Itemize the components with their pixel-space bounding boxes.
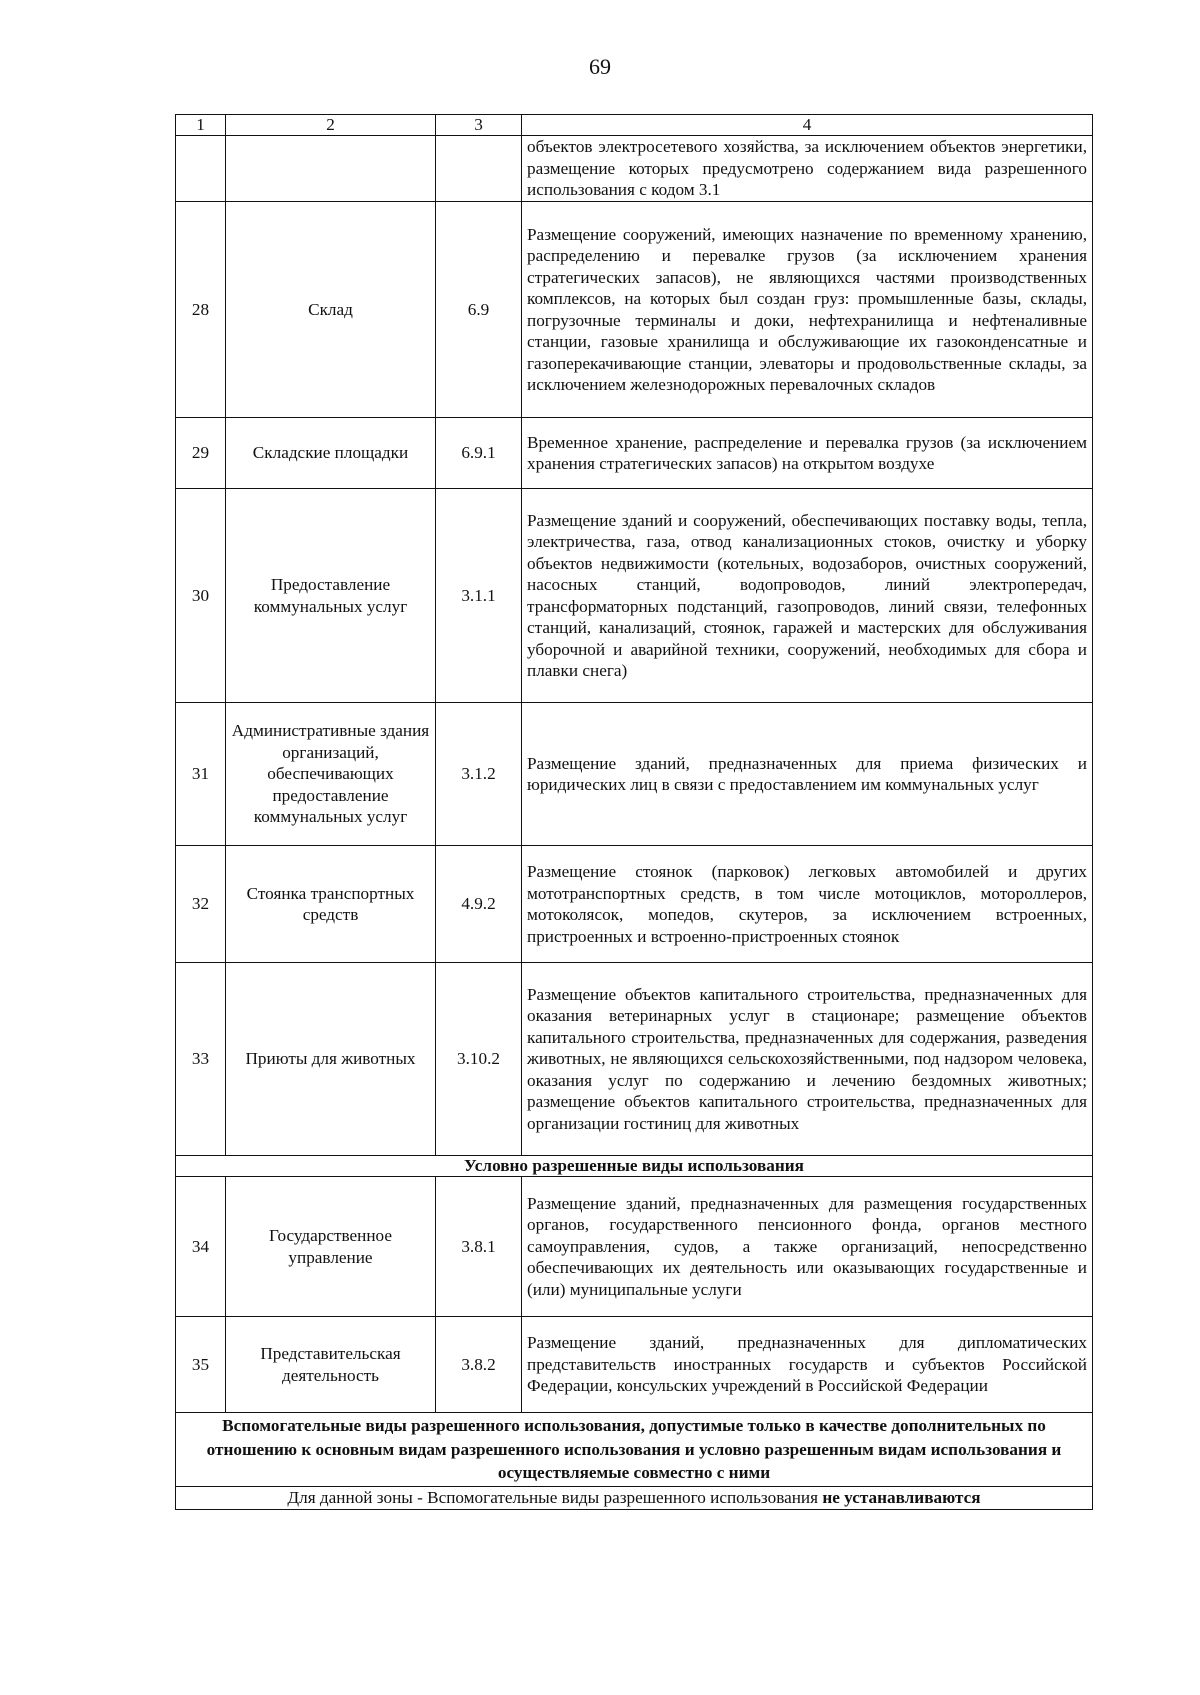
table-row	[176, 1177, 1093, 1317]
auxiliary-section-title: Вспомогательные виды разрешенного использования, допустимые только в качестве дополнительных по отношению к основным видам разрешенного использования и условно разрешенным видам использования и осуществляемые совместно с ними	[176, 1413, 1093, 1487]
header-col-3: 3	[436, 115, 522, 136]
row-use-name: Административные здания организаций, обеспечивающих предоставление коммунальных услуг	[226, 703, 436, 846]
row-number: 34	[176, 1177, 226, 1317]
row-description: Размещение зданий, предназначенных для дипломатических представительств иностранных государств и субъектов Российской Федерации, консульских учреждений в Российской Федерации	[522, 1317, 1093, 1413]
conditional-section-row	[176, 1156, 1093, 1177]
row-description: объектов электросетевого хозяйства, за исключением объектов энергетики, размещение которых предусмотрено содержанием вида разрешенного использования с кодом 3.1	[522, 136, 1093, 202]
table-row	[176, 963, 1093, 1156]
row-number: 28	[176, 202, 226, 418]
header-col-2: 2	[226, 115, 436, 136]
row-use-code: 3.10.2	[436, 963, 522, 1156]
final-note-emphasis: не устанавливаются	[822, 1487, 981, 1507]
row-number: 31	[176, 703, 226, 846]
row-description: Размещение зданий и сооружений, обеспечивающих поставку воды, тепла, электричества, газа, отвод канализационных стоков, очистку и уборку объектов недвижимости (котельных, водозаборов, очистных сооружений, насосных станций, водопроводов, линий электропередач, трансформаторных подстанций, газопроводов, линий связи, телефонных станций, канализаций, стоянок, гаражей и мастерских для обслуживания уборочной и аварийной техники, сооружений, необходимых для сбора и плавки снега)	[522, 489, 1093, 703]
conditional-section-title: Условно разрешенные виды использования	[176, 1156, 1093, 1177]
table-row	[176, 489, 1093, 703]
page-number: 69	[589, 54, 611, 79]
final-note-prefix: Для данной зоны - Вспомогательные виды разрешенного использования	[287, 1487, 823, 1507]
table-row	[176, 1317, 1093, 1413]
row-number: 29	[176, 418, 226, 489]
row-number: 30	[176, 489, 226, 703]
row-description: Временное хранение, распределение и перевалка грузов (за исключением хранения стратегических запасов) на открытом воздухе	[522, 418, 1093, 489]
row-description: Размещение зданий, предназначенных для приема физических и юридических лиц в связи с предоставлением им коммунальных услуг	[522, 703, 1093, 846]
row-use-name: Склад	[226, 202, 436, 418]
row-use-name: Предоставление коммунальных услуг	[226, 489, 436, 703]
row-description: Размещение объектов капитального строительства, предназначенных для оказания ветеринарных услуг в стационаре; размещение объектов капитального строительства, предназначенных для содержания, разведения животных, не являющихся сельскохозяйственными, под надзором человека, оказания услуг по содержанию и лечению бездомных животных; размещение объектов капитального строительства, предназначенных для организации гостиниц для животных	[522, 963, 1093, 1156]
row-use-name: Государственное управление	[226, 1177, 436, 1317]
table-row	[176, 703, 1093, 846]
row-description: Размещение зданий, предназначенных для размещения государственных органов, государственного пенсионного фонда, органов местного самоуправления, судов, а также организаций, непосредственно обеспечивающих их деятельность или оказывающих государственные и (или) муниципальные услуги	[522, 1177, 1093, 1317]
row-description: Размещение стоянок (парковок) легковых автомобилей и других мототранспортных средств, в том числе мотоциклов, мотороллеров, мотоколясок, мопедов, скутеров, за исключением встроенных, пристроенных и встроенно-пристроенных стоянок	[522, 846, 1093, 963]
row-number: 32	[176, 846, 226, 963]
row-description: Размещение сооружений, имеющих назначение по временному хранению, распределению и перевалке грузов (за исключением хранения стратегических запасов), не являющихся частями производственных комплексов, на которых был создан груз: промышленные базы, склады, погрузочные терминалы и доки, нефтехранилища и нефтеналивные станции, газовые хранилища и обслуживающие их газоконденсатные и газоперекачивающие станции, элеваторы и продовольственные склады, за исключением железнодорожных перевалочных складов	[522, 202, 1093, 418]
row-use-code: 6.9.1	[436, 418, 522, 489]
row-number: 33	[176, 963, 226, 1156]
row-number: 35	[176, 1317, 226, 1413]
final-note	[176, 1486, 1093, 1509]
final-note-row	[176, 1486, 1093, 1509]
row-use-name: Стоянка транспортных средств	[226, 846, 436, 963]
row-use-name: Представительская деятельность	[226, 1317, 436, 1413]
row-use-code: 3.1.1	[436, 489, 522, 703]
row-use-code: 4.9.2	[436, 846, 522, 963]
header-col-1: 1	[176, 115, 226, 136]
table-row	[176, 418, 1093, 489]
row-use-code: 3.8.2	[436, 1317, 522, 1413]
row-use-code: 6.9	[436, 202, 522, 418]
header-col-4: 4	[522, 115, 1093, 136]
row-use-code: 3.8.1	[436, 1177, 522, 1317]
auxiliary-section-row	[176, 1413, 1093, 1487]
row-use-name: Приюты для животных	[226, 963, 436, 1156]
table-row-continuation	[176, 136, 1093, 202]
table-header-row	[176, 115, 1093, 136]
table-row	[176, 846, 1093, 963]
table-row	[176, 202, 1093, 418]
row-use-name: Складские площадки	[226, 418, 436, 489]
row-use-code: 3.1.2	[436, 703, 522, 846]
land-use-table	[175, 114, 1093, 1510]
